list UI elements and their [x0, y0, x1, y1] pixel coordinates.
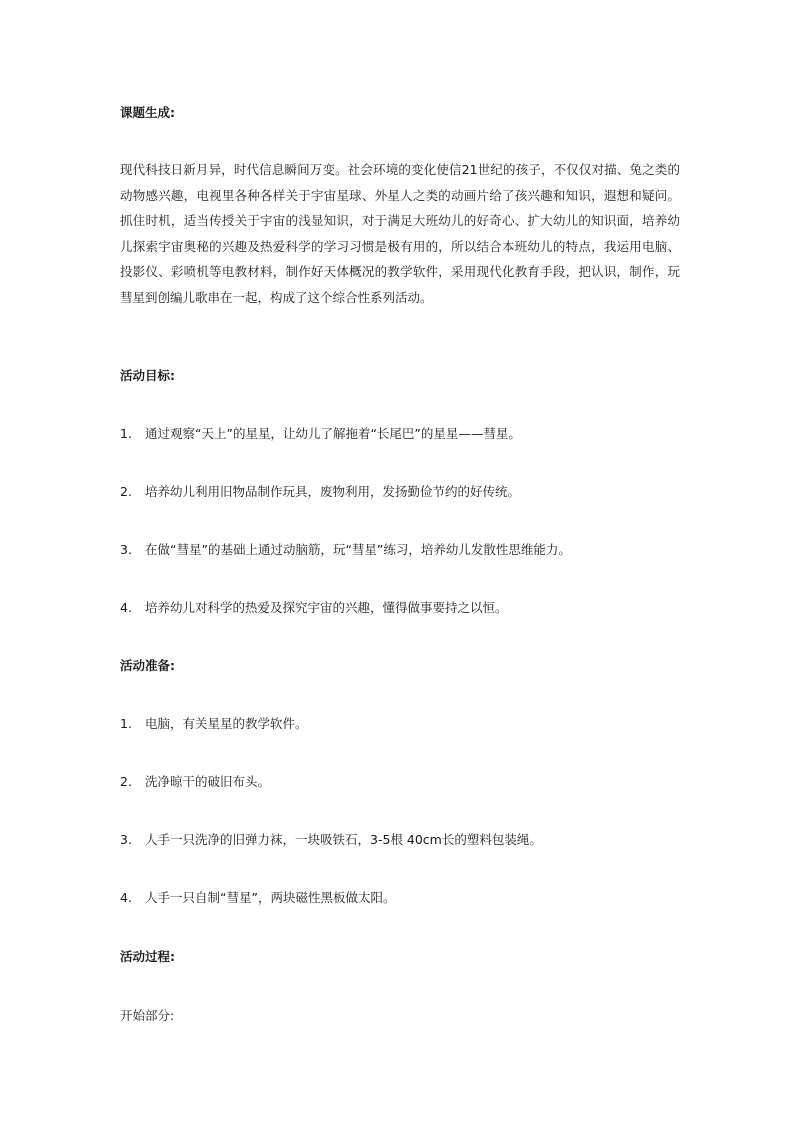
heading-activity-process: 活动过程:: [120, 949, 175, 964]
prep-item-1: [120, 714, 308, 732]
prep-item-number: 1.: [120, 716, 132, 731]
prep-item-4: [120, 888, 395, 906]
goal-item-number: 4.: [120, 600, 132, 615]
goal-item-text: 培养幼儿对科学的热爱及探究宇宙的兴趣，懂得做事要持之以恒。: [145, 600, 508, 615]
goal-item-2: [120, 482, 520, 500]
goal-item-3: [120, 540, 571, 558]
prep-item-number: 3.: [120, 832, 132, 847]
prep-item-2: [120, 772, 270, 790]
goal-item-text: 在做“彗星”的基础上通过动脑筋，玩“彗星”练习，培养幼儿发散性思维能力。: [145, 542, 571, 557]
goal-item-number: 3.: [120, 542, 132, 557]
prep-item-text: 洗净晾干的破旧布头。: [145, 774, 271, 789]
heading-activity-goals: 活动目标:: [120, 368, 175, 383]
prep-item-text: 人手一只自制“彗星”，两块磁性黑板做太阳。: [145, 890, 396, 905]
paragraph-topic-generation: 现代科技日新月异，时代信息瞬间万变。社会环境的变化使信21世纪的孩子，不仅仅对描、兔之类的动物感兴趣，电视里各种各样关于宇宙星球、外星人之类的动画片给了孩兴趣和知识，遐想和疑问。抓住时机，适当传授关于宇宙的浅显知识，对于满足大班幼儿的好奇心、扩大幼儿的知识面，培养幼儿探索宇宙奥秘的兴趣及热爱科学的学习习惯是极有用的，所以结合本班幼儿的特点，我运用电脑、投影仪、彩喷机等电教材料，制作好天体概况的教学软件，采用现代化教育手段，把认识，制作，玩彗星到创编儿歌串在一起，构成了这个综合性系列活动。: [120, 162, 680, 305]
subheading-opening-part: 开始部分:: [120, 1008, 175, 1023]
prep-item-number: 4.: [120, 890, 132, 905]
goal-item-text: 通过观察“天上”的星星，让幼儿了解拖着“长尾巴”的星星——彗星。: [145, 426, 521, 441]
prep-item-text: 电脑，有关星星的教学软件。: [145, 716, 308, 731]
goal-item-text: 培养幼儿利用旧物品制作玩具，废物利用，发扬勤俭节约的好传统。: [145, 484, 521, 499]
goal-item-number: 2.: [120, 484, 132, 499]
goal-item-4: [120, 598, 508, 616]
prep-item-number: 2.: [120, 774, 132, 789]
goal-item-number: 1.: [120, 426, 132, 441]
goal-item-1: [120, 424, 521, 442]
heading-topic-generation: 课题生成:: [120, 105, 175, 120]
heading-activity-preparation: 活动准备:: [120, 658, 175, 673]
prep-item-3: [120, 830, 542, 848]
prep-item-text: 人手一只洗净的旧弹力袜，一块吸铁石，3-5根 40cm长的塑料包装绳。: [145, 832, 542, 847]
